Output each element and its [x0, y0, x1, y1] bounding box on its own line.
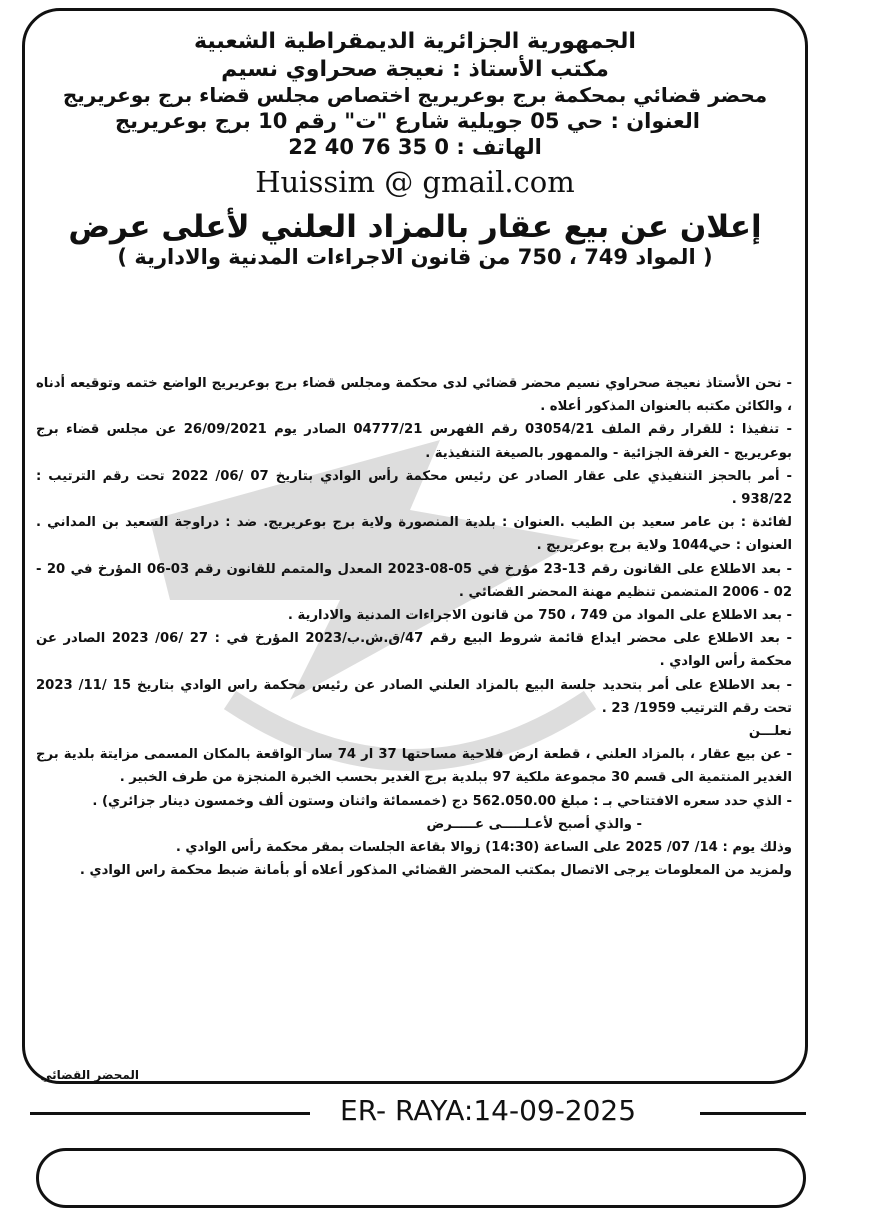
- header-address: العنوان : حي 05 جويلية شارع "ت" رقم 10 برج بوعريريج: [114, 109, 700, 133]
- header-country: الجمهورية الجزائرية الديمقراطية الشعبية: [194, 29, 636, 54]
- paragraph: - بعد الاطلاع على القانون رقم 13-23 مؤرخ في 05-08-2023 المعدل والمتمم للقانون رقم 03-06 المؤرخ في 20 - 02 - 2006 المتضمن تنظيم مهنة المحضر القضائي .: [36, 561, 792, 600]
- next-notice-frame: [36, 1148, 806, 1208]
- paragraph: لفائدة : بن عامر سعيد بن الطيب .العنوان : بلدية المنصورة ولاية برج بوعريريج. ضد : دراوجة السعيد بن المداني . العنوان : حي1044 ولاية برج بوعريريج .: [36, 515, 792, 554]
- paragraph: - بعد الاطلاع على المواد من 749 ، 750 من قانون الاجراءات المدنية والادارية .: [287, 608, 792, 624]
- paragraph: - تنفيذا : للقرار رقم الملف 03054/21 رقم الفهرس 04777/21 الصادر يوم 26/09/2021 عن مجلس قضاء برج بوعريريج - الغرفة الجزائية - والممهور بالصيغة التنفيذية .: [36, 422, 792, 461]
- header-phone: الهاتف : 0 35 76 40 22: [288, 135, 542, 160]
- notice-header: [40, 28, 790, 269]
- footer-source-date: ER- RAYA:14-09-2025: [340, 1094, 637, 1127]
- header-jurisdiction: محضر قضائي بمحكمة برج بوعريريج اختصاص مجلس قضاء برج بوعريريج: [62, 83, 768, 107]
- paragraph: - والذي أصبح لأعـلـــــى عـــــرض: [426, 816, 642, 832]
- notice-subtitle: ( المواد 749 ، 750 من قانون الاجراءات المدنية والادارية ): [117, 244, 713, 269]
- paragraph: - أمر بالحجز التنفيذي على عقار الصادر عن رئيس محكمة رأس الوادي بتاريخ 07 /06/ 2022 تحت رقم الترتيب : 938/22 .: [36, 468, 792, 508]
- notice-body: [36, 372, 792, 882]
- footer-rule-left: [30, 1112, 310, 1115]
- paragraph: ولمزيد من المعلومات يرجى الاتصال بمكتب المحضر القضائي المذكور أعلاه أو بأمانة ضبط محكمة راس الوادي .: [79, 863, 792, 879]
- paragraph: وذلك يوم : 14/ 07/ 2025 على الساعة (14:30) زوالا بقاعة الجلسات بمقر محكمة رأس الوادي .: [175, 840, 792, 856]
- paragraph: - نحن الأستاذ نعيجة صحراوي نسيم محضر قضائي لدى محكمة ومجلس قضاء برج بوعريريج الواضع ختمه وتوقيعه أدناه ، والكائن مكتبه بالعنوان المذكور أعلاه .: [36, 376, 792, 415]
- footer-rule-right: [700, 1112, 806, 1115]
- paragraph: - الذي حدد سعره الافتتاحي بـ : مبلغ 562.050.00 دج (خمسمائة واثنان وستون ألف وخمسون دينار جزائري) .: [92, 793, 792, 809]
- paragraph-announce: نعلـــن: [748, 724, 792, 740]
- paragraph: - بعد الاطلاع على أمر بتحديد جلسة البيع بالمزاد العلني الصادر عن رئيس محكمة راس الوادي بتاريخ 15 /11/ 2023 تحت رقم الترتيب 1959/ 23 .: [36, 677, 792, 716]
- header-email: Huissim @ gmail.com: [255, 164, 575, 199]
- header-office: مكتب الأستاذ : نعيجة صحراوي نسيم: [221, 56, 609, 82]
- notice-title: إعلان عن بيع عقار بالمزاد العلني لأعلى عرض: [68, 208, 762, 245]
- signature-label: المحضر القضائي: [40, 1068, 140, 1082]
- paragraph: - عن بيع عقار ، بالمزاد العلني ، قطعة ارض فلاحية مساحتها 37 ار 74 سار الواقعة بالمكان المسمى مزايتة بلدية برج الغدير المنتمية الى قسم 30 مجموعة ملكية 97 ببلدية برج الغدير بحسب الخبرة المنجزة من طرف الخبير .: [36, 747, 793, 786]
- paragraph: - بعد الاطلاع على محضر ايداع قائمة شروط البيع رقم 47/ق.ش.ب/2023 المؤرخ في : 27 /06/ 2023 الصادر عن محكمة رأس الوادي .: [36, 631, 792, 670]
